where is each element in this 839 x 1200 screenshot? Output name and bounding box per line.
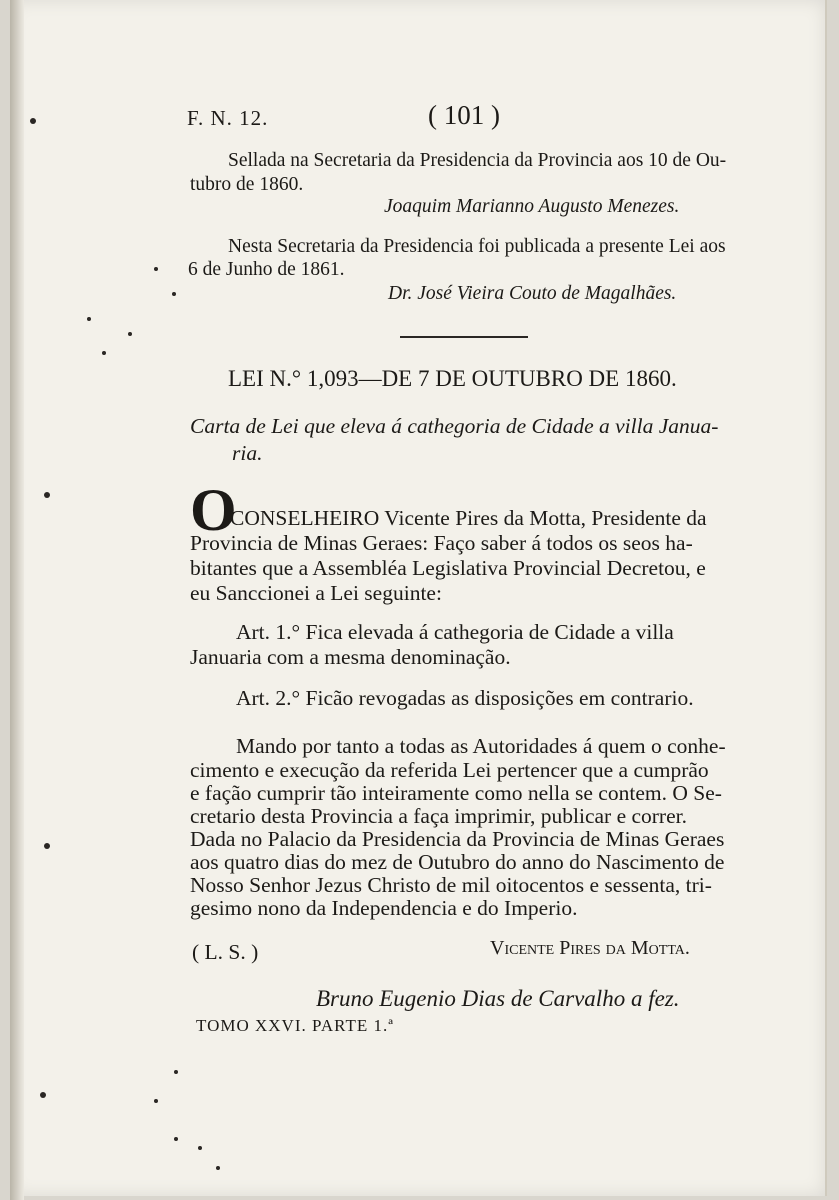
ink-speck	[172, 292, 176, 296]
seal-signature: Joaquim Marianno Augusto Menezes.	[384, 196, 680, 217]
ink-speck	[87, 317, 91, 321]
subtitle-line-1: Carta de Lei que eleva á cathegoria de Cidade a villa Janua-	[190, 414, 719, 438]
ink-speck	[174, 1137, 178, 1141]
ink-speck	[102, 351, 106, 355]
closing-line-5: Dada no Palacio da Presidencia da Provincia de Minas Geraes	[190, 827, 725, 851]
seal-line-1: Sellada na Secretaria da Presidencia da Provincia aos 10 de Ou-	[228, 150, 727, 171]
ink-speck	[216, 1166, 220, 1170]
publication-signature: Dr. José Vieira Couto de Magalhães.	[388, 283, 677, 304]
seal-line-2: tubro de 1860.	[190, 174, 304, 195]
header-left-label: F. N. 12.	[187, 106, 269, 130]
ink-speck	[174, 1070, 178, 1074]
ink-speck	[154, 267, 158, 271]
ink-speck	[44, 492, 50, 498]
closing-line-2: cimento e execução da referida Lei pertencer que a cumprão	[190, 758, 709, 782]
closing-line-7: Nosso Senhor Jezus Christo de mil oitocentos e sessenta, tri-	[190, 873, 712, 897]
closing-line-4: cretario desta Provincia a faça imprimir, publicar e correr.	[190, 804, 687, 828]
drop-cap: O	[190, 477, 237, 543]
preamble-line-3: bitantes que a Assembléa Legislativa Provincial Decretou, e	[190, 556, 706, 580]
preamble-line-2: Provincia de Minas Geraes: Faço saber á todos os seos ha-	[190, 531, 693, 555]
closing-line-3: e fação cumprir tão inteiramente como nella se contem. O Se-	[190, 781, 722, 805]
article-1-line-2: Januaria com a mesma denominação.	[190, 645, 511, 669]
page-number: ( 101 )	[428, 100, 500, 130]
publication-line-1: Nesta Secretaria da Presidencia foi publicada a presente Lei aos	[228, 236, 726, 257]
ink-speck	[154, 1099, 158, 1103]
president-signature: Vicente Pires da Motta.	[490, 937, 690, 959]
volume-footer: TOMO XXVI. PARTE 1.ª	[196, 1016, 394, 1035]
locus-sigilli: ( L. S. )	[192, 940, 259, 964]
closing-line-6: aos quatro dias do mez de Outubro do anno do Nascimento de	[190, 850, 725, 874]
clerk-line: Bruno Eugenio Dias de Carvalho a fez.	[316, 986, 680, 1011]
publication-line-2: 6 de Junho de 1861.	[188, 259, 345, 280]
article-2: Art. 2.° Ficão revogadas as disposições em contrario.	[236, 686, 694, 710]
ink-speck	[198, 1146, 202, 1150]
subtitle-line-2: ria.	[232, 441, 263, 465]
ink-speck	[30, 118, 36, 124]
article-1-line-1: Art. 1.° Fica elevada á cathegoria de Cidade a villa	[236, 620, 674, 644]
ink-speck	[128, 332, 132, 336]
ink-speck	[44, 843, 50, 849]
closing-line-1: Mando por tanto a todas as Autoridades á quem o conhe-	[236, 734, 726, 758]
law-title: LEI N.° 1,093—DE 7 DE OUTUBRO DE 1860.	[228, 366, 677, 391]
ink-speck	[40, 1092, 46, 1098]
preamble-line-4: eu Sanccionei a Lei seguinte:	[190, 581, 442, 605]
page-edge-shadow	[10, 0, 24, 1200]
closing-line-8: gesimo nono da Independencia e do Imperio.	[190, 896, 578, 920]
preamble-line-1: CONSELHEIRO Vicente Pires da Motta, Presidente da	[230, 506, 707, 530]
section-divider	[400, 336, 528, 338]
